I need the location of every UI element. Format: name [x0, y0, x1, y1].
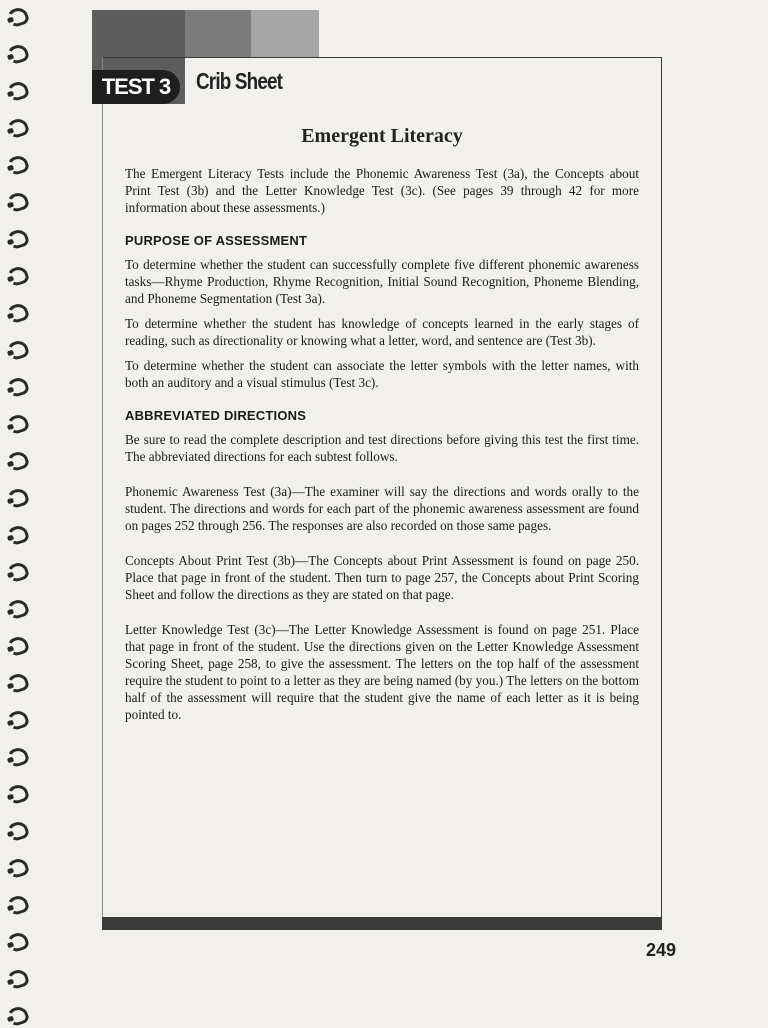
spiral-ring [6, 671, 31, 694]
spiral-ring [6, 190, 31, 213]
spiral-ring [6, 782, 31, 805]
spiral-ring [6, 338, 31, 361]
spiral-ring [6, 930, 31, 953]
spiral-ring [6, 375, 31, 398]
purpose-paragraph: To determine whether the student can successfully complete five different phonemic awareness tasks—Rhyme Production, Rhyme Recognition, Initial Sound Recognition, Phoneme Blending, and Phoneme Segmentation (Test 3a). [125, 257, 639, 306]
document-body [125, 120, 639, 731]
spiral-binding [0, 0, 34, 1024]
spiral-ring [6, 560, 31, 583]
spiral-ring [6, 634, 31, 657]
spiral-ring [6, 227, 31, 250]
spiral-ring [6, 301, 31, 324]
spiral-ring [6, 116, 31, 139]
spiral-ring [6, 708, 31, 731]
spiral-ring [6, 1004, 31, 1027]
spiral-ring [6, 153, 31, 176]
spiral-ring [6, 412, 31, 435]
spiral-ring [6, 449, 31, 472]
directions-paragraph: Concepts About Print Test (3b)—The Concepts about Print Assessment is found on page 250. Place that page in front of the student. Then turn to page 257, the Concepts about Print Scoring Sheet and follow the directions as they are stated on that page. [125, 553, 639, 602]
spiral-ring [6, 745, 31, 768]
section-title: Crib Sheet [196, 68, 283, 94]
spiral-ring [6, 42, 31, 65]
spiral-ring [6, 523, 31, 546]
spiral-ring [6, 893, 31, 916]
intro-paragraph: The Emergent Literacy Tests include the Phonemic Awareness Test (3a), the Concepts about Print Test (3b) and the Letter Knowledge Test (3c). (See pages 39 through 42 for more information about these assessments.) [125, 166, 639, 215]
spiral-ring [6, 856, 31, 879]
purpose-paragraph: To determine whether the student has knowledge of concepts learned in the early stages of reading, such as directionality or knowing what a letter, word, and sentence are (Test 3b). [125, 316, 639, 348]
directions-paragraph: Be sure to read the complete description and test directions before giving this test the first time. The abbreviated directions for each subtest follows. [125, 432, 639, 464]
purpose-heading: PURPOSE OF ASSESSMENT [125, 233, 308, 248]
directions-heading: ABBREVIATED DIRECTIONS [125, 408, 307, 423]
header-band-light [251, 10, 319, 57]
spiral-ring [6, 79, 31, 102]
spiral-ring [6, 264, 31, 287]
directions-paragraph: Phonemic Awareness Test (3a)—The examiner will say the directions and words orally to the student. The directions and words for each part of the phonemic awareness assessment are found on pages 252 through 256. The responses are also recorded on those same pages. [125, 484, 639, 533]
page-bottom-bar [102, 917, 662, 930]
spiral-ring [6, 486, 31, 509]
spiral-ring [6, 967, 31, 990]
spiral-ring [6, 597, 31, 620]
purpose-paragraph: To determine whether the student can associate the letter symbols with the letter names, with both an auditory and a visual stimulus (Test 3c). [125, 358, 639, 390]
directions-paragraph: Letter Knowledge Test (3c)—The Letter Knowledge Assessment is found on page 251. Place that page in front of the student. Use the directions given on the Letter Knowledge Assessment Scoring Sheet, page 258, to give the assessment. The letters on the top half of the assessment require the student to point to a letter as they are being named (by you.) The letters on the bottom half of the assessment will require that the student give the name of each letter as it is being pointed to. [125, 622, 639, 722]
header-band-mid [185, 10, 251, 57]
spiral-ring [6, 5, 31, 28]
page-number: 249 [646, 940, 677, 960]
spiral-ring [6, 819, 31, 842]
document-title: Emergent Literacy [301, 125, 463, 147]
test-badge: TEST 3 [92, 70, 180, 104]
